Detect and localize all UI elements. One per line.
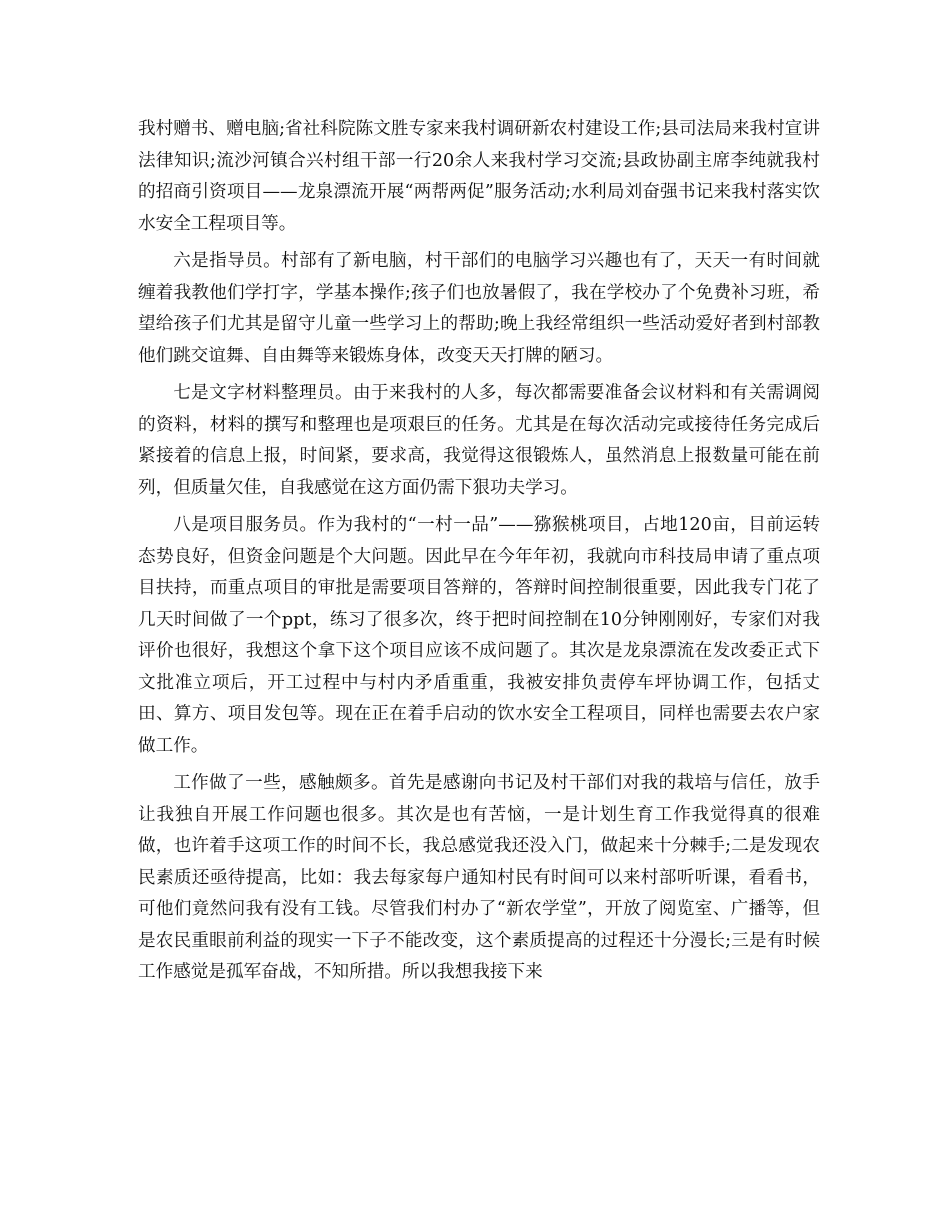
paragraph-project-service: 八是项目服务员。作为我村的“一村一品”——猕猴桃项目，占地120亩，目前运转态势良好，但资金问题是个大问题。因此早在今年年初，我就向市科技局申请了重点项目扶持，而重点项目的审批是需要项目答辩的，答辩时间控制很重要，因此我专门花了几天时间做了一个ppt，练习了很多次，终于把时间控制在10分钟刚刚好，专家们对我评价也很好，我想这个拿下这个项目应该不成问题了。其次是龙泉漂流在发改委正式下文批准立项后，开工过程中与村内矛盾重重，我被安排负责停车坪协调工作，包括丈田、算方、项目发包等。现在正在着手启动的饮水安全工程项目，同样也需要去农户家做工作。 <box>138 515 820 756</box>
paragraph-continuation: 我村赠书、赠电脑;省社科院陈文胜专家来我村调研新农村建设工作;县司法局来我村宣讲法律知识;流沙河镇合兴村组干部一行20余人来我村学习交流;县政协副主席李纯就我村的招商引资项目——龙泉漂流开展“两帮两促”服务活动;水利局刘奋强书记来我村落实饮水安全工程项目等。 <box>138 119 820 234</box>
paragraph-reflection: 工作做了一些，感触颇多。首先是感谢向书记及村干部们对我的栽培与信任，放手让我独自开展工作问题也很多。其次是也有苦恼，一是计划生育工作我觉得真的很难做，也许着手这项工作的时间不长，我总感觉我还没入门，做起来十分棘手;二是发现农民素质还亟待提高，比如：我去每家每户通知村民有时间可以来村部听听课，看看书，可他们竟然问我有没有工钱。尽管我们村办了“新农学堂”，开放了阅览室、广播等，但是农民重眼前利益的现实一下子不能改变，这个素质提高的过程还十分漫长;三是有时候工作感觉是孤军奋战，不知所措。所以我想我接下来 <box>138 773 820 982</box>
document-body <box>138 114 820 995</box>
paragraph-guide: 六是指导员。村部有了新电脑，村干部们的电脑学习兴趣也有了，天天一有时间就缠着我教他们学打字，学基本操作;孩子们也放暑假了，我在学校办了个免费补习班，希望给孩子们尤其是留守儿童一些学习上的帮助;晚上我经常组织一些活动爱好者到村部教他们跳交谊舞、自由舞等来锻炼身体，改变天天打牌的陋习。 <box>138 251 820 366</box>
paragraph-materials: 七是文字材料整理员。由于来我村的人多，每次都需要准备会议材料和有关需调阅的资料，材料的撰写和整理也是项艰巨的任务。尤其是在每次活动完或接待任务完成后紧接着的信息上报，时间紧，要求高，我觉得这很锻炼人，虽然消息上报数量可能在前列，但质量欠佳，自我感觉在这方面仍需下狠功夫学习。 <box>138 383 820 498</box>
